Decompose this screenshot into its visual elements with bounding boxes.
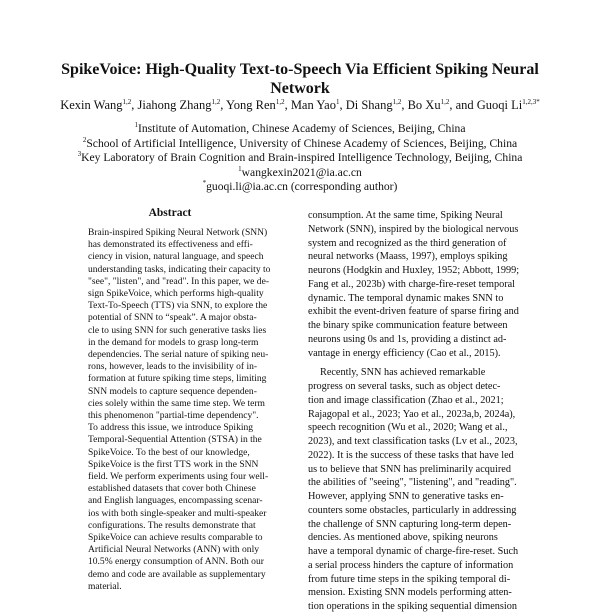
abstract-line: formation at future spiking time steps, limiting [88,373,267,385]
body-line: Fang et al., 2023b) with charge-fire-reset temporal [308,278,516,290]
abstract-heading: Abstract [148,207,192,219]
author-affil-marker: 1,2 [122,98,132,106]
affiliation-marker: 2 [82,135,87,144]
body-line: 2022). It is the success of these tasks that have led [308,449,514,461]
author-affil-marker: 1,2 [440,98,450,106]
abstract-line: understanding tasks, indicating their capacity to [88,263,271,275]
author-separator: , [339,98,346,112]
author-name: Man Yao [290,98,336,112]
author-separator: , [131,98,138,112]
body-line: 2023), and text classification tasks (Lv et al., 2023, [308,436,518,447]
abstract-line: material. [88,580,122,592]
body-line: Network (SNN), inspired by the biological nervous [308,223,519,235]
abstract-line: SpikeVoice can achieve results comparable to [88,532,263,544]
abstract-line: SNN models to capture sequence dependen- [88,385,257,397]
affiliation-text: School of Artificial Intelligence, University of Chinese Academy of Sciences, Beijing, China [86,136,518,150]
author-name: Yong Ren [226,98,276,112]
body-line: However, applying SNN to generative tasks en- [308,491,504,502]
author-separator: , [284,98,291,112]
abstract-line: To address this issue, we introduce Spiking [88,422,254,434]
abstract-line: rons, however, leads to the invisibility of in- [88,361,258,373]
body-line: counters some obstacles, particularly in addressing [308,504,517,516]
abstract-line: ios with both single-speaker and multi-speaker [88,507,267,519]
author-list [30,98,570,113]
body-line: system and recognized as the third generation of [308,237,507,249]
intro-column [308,209,540,614]
body-line: Rajagopal et al., 2023; Yao et al., 2023a,b, 2024a), [308,408,516,420]
abstract-line: cle to using SNN for such generative tasks lies [88,324,267,336]
body-line: tion operations in the spiking sequential dimension [308,601,517,612]
abstract-line: potential of SNN to “speak”. A major obsta- [88,312,257,324]
body-line: a serial process hinders the capture of information [308,559,514,571]
affiliation-marker: * [202,179,207,188]
body-line: speech recognition (Wu et al., 2020; Wang et al., [308,422,508,434]
abstract-line: 10.5% energy consumption of ANN. Both our [88,556,264,568]
body-line: from future time steps in the spiking temporal di- [308,573,511,585]
affiliation-text: Institute of Automation, Chinese Academy of Sciences, Beijing, China [138,122,466,135]
author-name: Kexin Wang [60,98,123,112]
body-line: progress on several tasks, such as object detec- [308,381,501,392]
paper-title [60,60,540,98]
author-name: Guoqi Li [476,98,523,112]
body-line: dynamic. The temporal dynamic makes SNN to [308,292,504,304]
abstract-line: Temporal-Sequential Attention (STSA) in the [88,434,262,446]
abstract-line: established datasets that cover both Chinese [88,483,256,495]
body-line: neurons (Hodgkin and Huxley, 1952; Abbott, 1999; [308,265,520,276]
body-line: us to believe that SNN has preliminarily acquired [308,463,511,475]
body-line: vantage in energy efficiency (Cao et al., 2015). [308,347,501,359]
author-separator: , [220,98,227,112]
abstract-line: and English languages, encompassing scenar- [88,495,263,507]
body-line: tion and image classification (Zhao et al., 2021; [308,394,504,406]
body-line: mension. Existing SNN models performing atten- [308,587,512,599]
author-name: Di Shang [345,98,393,112]
body-line: the binary spike communication feature between [308,320,508,331]
abstract-line: Artificial Neural Networks (ANN) with only [88,544,260,556]
author-affil-marker: 1 [335,98,340,106]
affiliation [30,137,570,152]
author-affil-marker: 1,2 [392,98,402,106]
abstract-line: "see", "listen", and "read". In this paper, we de- [88,275,269,287]
affiliation-list [30,122,570,195]
abstract-line: has demonstrated its effectiveness and effi- [88,239,253,251]
body-line: Recently, SNN has achieved remarkable [320,367,486,379]
abstract-line: configurations. The results demonstrate that [88,519,256,531]
author-email [30,180,570,195]
title-line-2: Network [270,80,330,97]
abstract-line: demo and code are available as supplementary [88,568,266,580]
body-line: consumption. At the same time, Spiking Neural [308,210,503,221]
affiliation [30,122,570,137]
abstract-line: Brain-inspired Spiking Neural Network (SNN) [88,227,268,238]
affiliation-text: Key Laboratory of Brain Cognition and Brain-inspired Intelligence Technology, Beijing, China [81,151,523,165]
abstract-line: SpikeVoice is the first TTS work in the SNN [88,458,259,470]
title-line-1: SpikeVoice: High-Quality Text-to-Speech Via Efficient Spiking Neural [61,61,539,78]
intro-paragraph-1 [308,209,540,360]
affiliation-marker: 1 [238,164,242,173]
abstract-line: in the demand for models to grasp long-term [88,336,259,348]
abstract-body [88,227,276,593]
author-separator: , and [449,98,477,112]
intro-paragraph-2 [308,366,540,614]
abstract-line: dependencies. The serial nature of spiking neu- [88,349,269,361]
body-line: the challenge of SNN capturing long-term depen- [308,518,512,530]
body-line: dencies. As mentioned above, spiking neurons [308,532,498,544]
author-email [30,166,570,181]
body-line: neurons using 0s and 1s, providing a distinct ad- [308,333,507,345]
abstract-line: field. We perform experiments using four well- [88,471,269,483]
affiliation-text: wangkexin2021@ia.ac.cn [241,165,362,179]
abstract-line: SpikeVoice. To the best of our knowledge, [88,446,250,458]
author-name: Bo Xu [407,98,441,112]
abstract-line: sign SpikeVoice, which performs high-quality [88,288,264,300]
abstract-line: cies solely within the same time step. We term [88,397,265,409]
affiliation [30,151,570,166]
affiliation-marker: 3 [77,150,82,159]
author-affil-marker: 1,2,3* [522,98,540,106]
affiliation-text: guoqi.li@ia.ac.cn (corresponding author) [206,180,398,194]
abstract-line: Text-To-Speech (TTS) via SNN, to explore the [88,300,268,312]
author-separator: , [401,98,408,112]
abstract-line: ciency in vision, natural language, and speech [88,251,264,263]
body-line: have a temporal dynamic of charge-fire-reset. Such [308,546,519,557]
body-line: neural networks (Maass, 1997), employs spiking [308,251,508,263]
body-line: exhibit the event-driven feature of sparse firing and [308,306,519,318]
author-name: Jiahong Zhang [137,98,212,112]
author-affil-marker: 1,2 [275,98,285,106]
author-affil-marker: 1,2 [211,98,221,106]
body-line: the abilities of "seeing", "listening", and "reading". [308,477,517,489]
abstract-line: this phenomenon "partial-time dependency". [88,410,259,422]
affiliation-marker: 1 [134,121,139,129]
